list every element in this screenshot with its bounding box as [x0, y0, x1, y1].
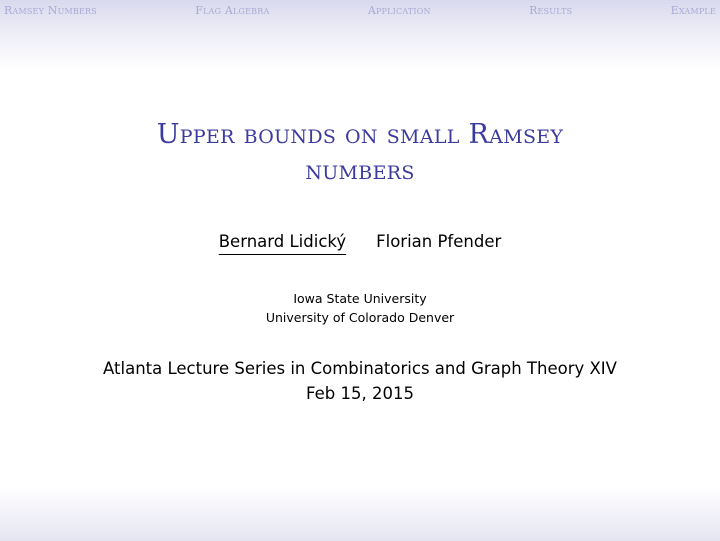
title-line-2: numbers — [305, 155, 415, 186]
nav-item-application[interactable]: Application — [367, 4, 431, 17]
author-coauthor: Florian Pfender — [376, 232, 502, 251]
institution-list — [0, 289, 720, 327]
institution-1: Iowa State University — [293, 291, 427, 306]
event-name: Atlanta Lecture Series in Combinatorics and Graph Theory XIV — [103, 359, 617, 378]
event-date: Feb 15, 2015 — [306, 384, 414, 403]
section-navigation — [0, 4, 720, 18]
footer-band — [0, 486, 720, 541]
author-presenter: Bernard Lidický — [218, 232, 347, 251]
nav-item-flag-algebra[interactable]: Flag Algebra — [195, 4, 270, 17]
nav-item-ramsey-numbers[interactable]: Ramsey Numbers — [4, 4, 97, 17]
author-list — [0, 232, 720, 251]
nav-item-example[interactable]: Example — [670, 4, 716, 17]
nav-item-results[interactable]: Results — [529, 4, 573, 17]
title-line-1: Upper bounds on small Ramsey — [156, 119, 564, 150]
institution-2: University of Colorado Denver — [265, 310, 455, 325]
presentation-title — [0, 117, 720, 189]
event-info — [0, 356, 720, 406]
